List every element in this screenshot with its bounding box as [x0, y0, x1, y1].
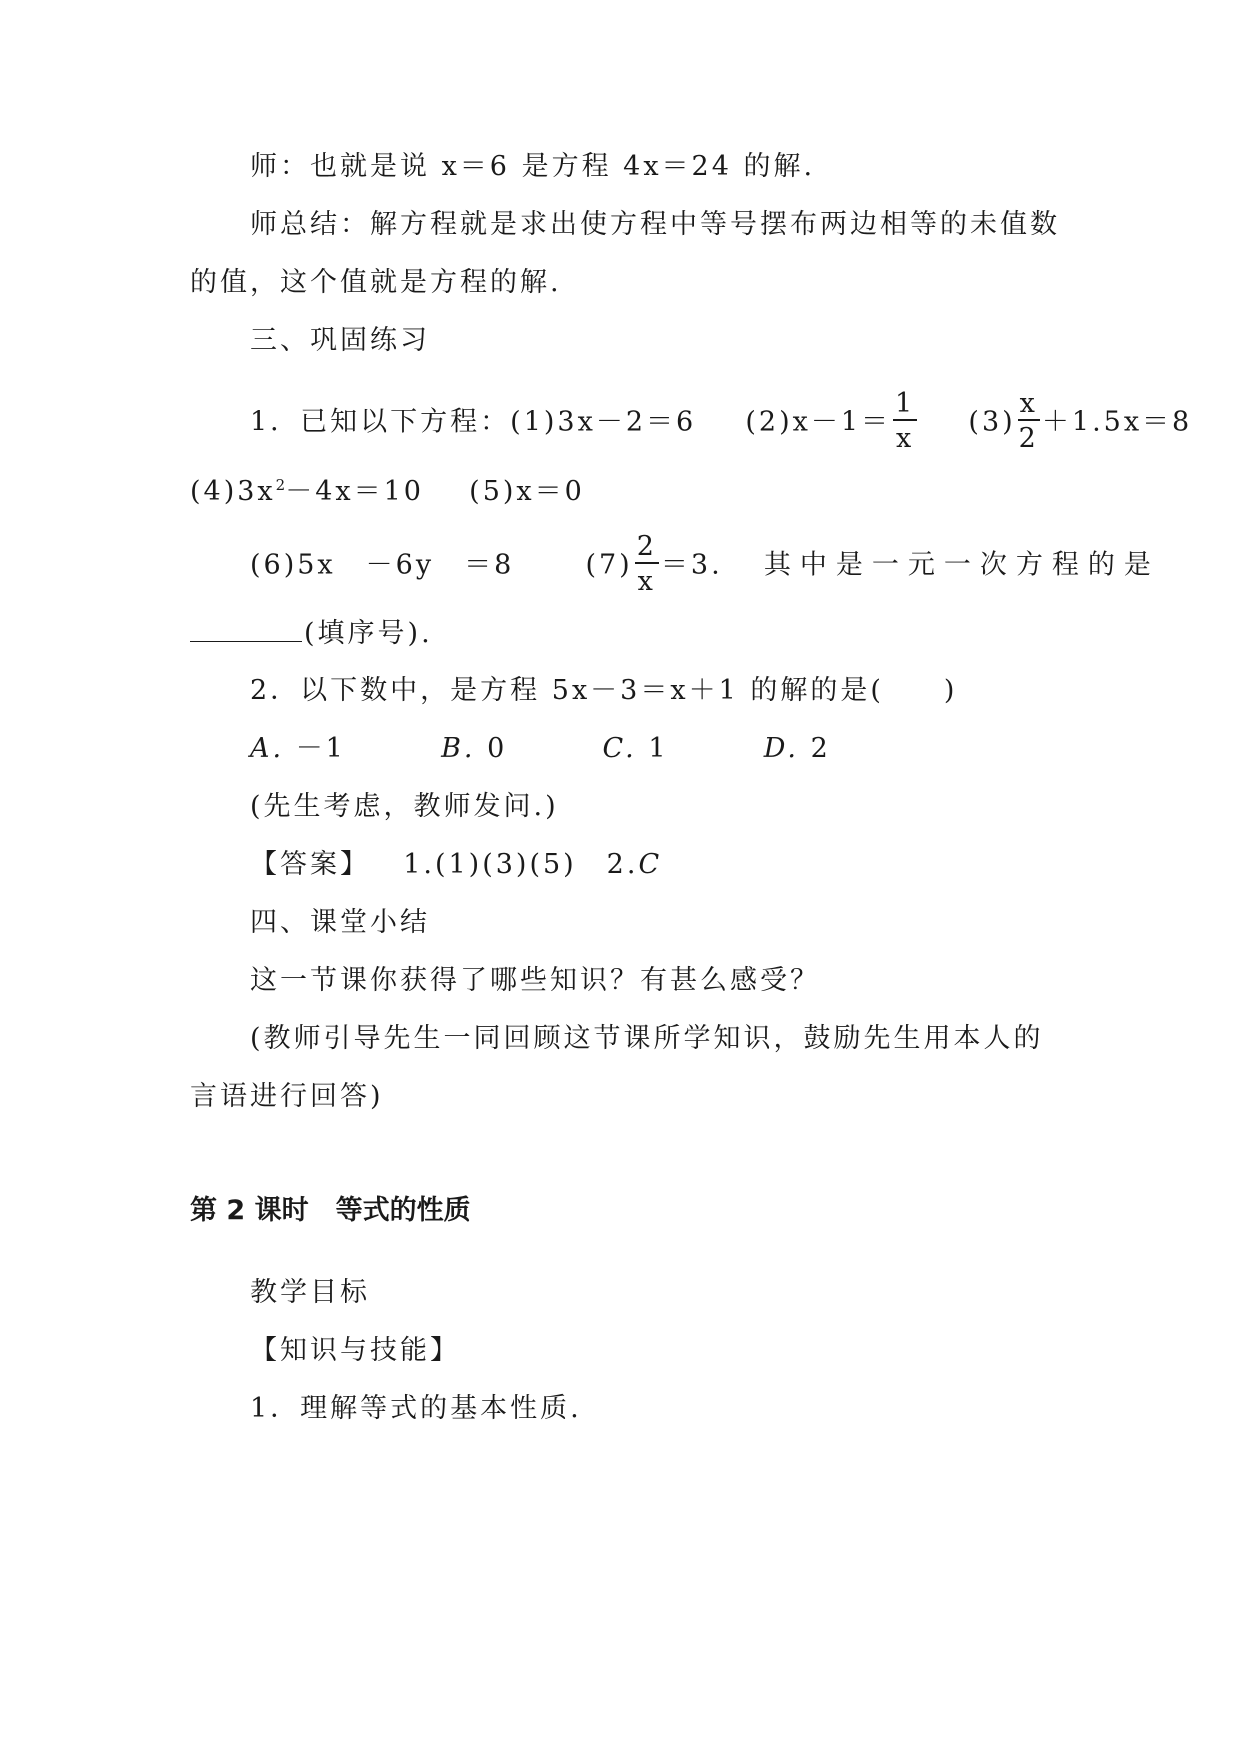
- question1-line4: [190, 615, 433, 652]
- option-a-letter: A.: [250, 733, 285, 764]
- section-heading-summary: 四、课堂小结: [250, 907, 430, 938]
- fraction-denominator: 2: [1018, 423, 1039, 454]
- answer-blank: [190, 615, 302, 642]
- question2-options: [250, 731, 831, 767]
- objectives-heading: 教学目标: [250, 1277, 370, 1308]
- question1-line1: [250, 388, 1193, 454]
- summary-question: 这一节课你获得了哪些知识？有甚么感受？: [250, 965, 820, 996]
- fraction-numerator: x: [1019, 388, 1038, 419]
- option-b-letter: B.: [441, 733, 476, 764]
- answer-label: 【答案】: [250, 849, 370, 880]
- option-c-value: 1: [648, 733, 669, 764]
- equation-7-suffix: ＝3.: [660, 549, 723, 581]
- fraction-numerator: 1: [895, 388, 916, 419]
- option-d-letter: D.: [763, 733, 799, 764]
- fraction-numerator: 2: [636, 531, 657, 562]
- summary-guidance-line1: (教师引导先生一同回顾这节课所学知识，鼓励先生用本人的: [250, 1023, 1044, 1054]
- teacher-summary-line2: 的值，这个值就是方程的解.: [190, 267, 562, 298]
- superscript-2: 2: [275, 476, 286, 494]
- fraction-2-over-x: [635, 533, 659, 595]
- equation-5: (5)x＝0: [469, 476, 585, 507]
- option-b-value: 0: [487, 733, 508, 764]
- summary-guidance-line2: 言语进行回答): [190, 1081, 384, 1112]
- fraction-x-over-2: [1018, 390, 1040, 452]
- question1-tail: 其中是一元一次方程的是: [763, 549, 1160, 581]
- option-c-letter: C.: [602, 733, 637, 764]
- fill-instruction: (填序号).: [304, 618, 433, 649]
- knowledge-skills-heading: 【知识与技能】: [250, 1335, 460, 1366]
- equation-7-prefix: (7): [585, 549, 633, 581]
- answer-line: [250, 847, 662, 883]
- activity-note: (先生考虑，教师发问.): [250, 791, 559, 822]
- section-heading-practice: 三、巩固练习: [250, 325, 430, 356]
- option-d-value: 2: [810, 733, 831, 764]
- option-a-value: －1: [295, 733, 346, 764]
- teacher-summary-line1: 师总结：解方程就是求出使方程中等号摆布两边相等的未值数: [250, 209, 1060, 240]
- fraction-1-over-x: [893, 390, 917, 452]
- question2-stem: 2．以下数中，是方程 5x－3＝x＋1 的解的是( ): [250, 675, 958, 706]
- question1-lead: 1．已知以下方程：(1)3x－2＝6: [250, 406, 697, 438]
- equation-3-prefix: (3): [968, 406, 1016, 438]
- fraction-denominator: x: [637, 566, 656, 597]
- answer-choice-c: C: [638, 849, 663, 880]
- question1-line2: [190, 467, 585, 510]
- teacher-line-solution: 师：也就是说 x＝6 是方程 4x＝24 的解.: [250, 151, 816, 182]
- equation-4-suffix: －4x＝10: [285, 476, 424, 507]
- answer-text: 1.(1)(3)(5) 2.: [403, 849, 639, 880]
- question1-line3: [250, 531, 1160, 597]
- lesson2-title: 第 2 课时 等式的性质: [190, 1195, 471, 1226]
- equation-3-suffix: ＋1.5x＝8: [1041, 406, 1193, 438]
- equation-6: (6)5x －6y ＝8: [250, 549, 515, 581]
- equation-4-prefix: (4)3x: [190, 476, 276, 507]
- objective-1: 1．理解等式的基本性质.: [250, 1393, 582, 1424]
- equation-2-prefix: (2)x－1＝: [745, 406, 892, 438]
- fraction-denominator: x: [896, 423, 915, 454]
